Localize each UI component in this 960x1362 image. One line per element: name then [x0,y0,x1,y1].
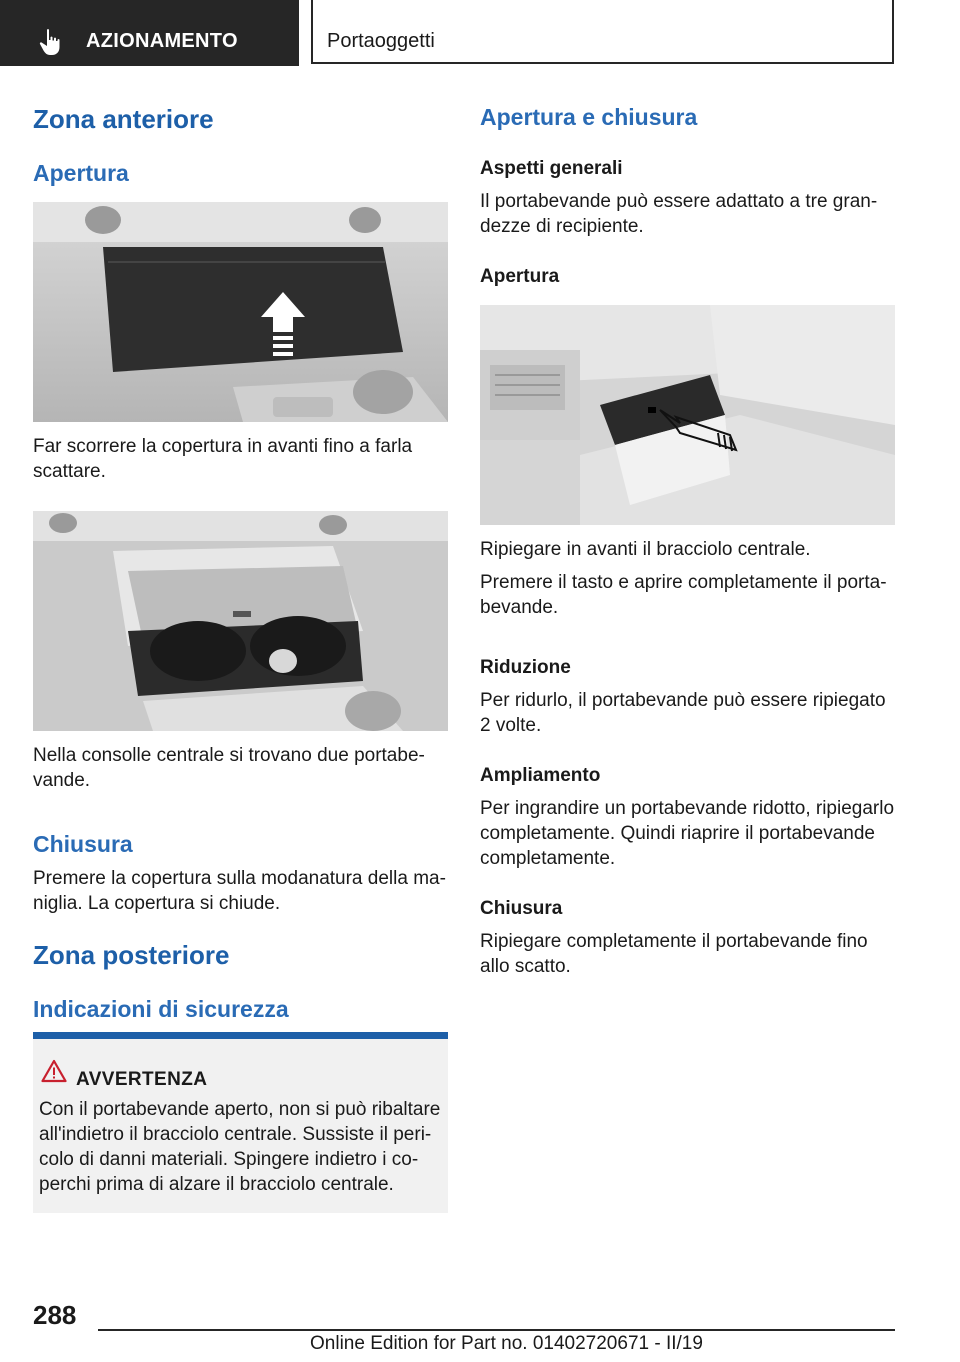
subheading-apertura-rear: Apertura [480,266,560,287]
subheading-ampliamento: Ampliamento [480,765,601,786]
subheading-chiusura-rear: Chiusura [480,898,563,919]
hand-pointer-icon [38,28,64,56]
front-console-cover-image [33,202,448,422]
heading-zona-anteriore: Zona anteriore [33,104,214,134]
warning-text: Con il portabevande aperto, non si può ribaltare all'indietro il bracciolo centrale. Sussiste il peri- colo di danni materiali. Spingere indietro i co- perchi prima di alzare il bracciolo centrale. [39,1099,441,1195]
section-tab [0,0,299,66]
section-title: AZIONAMENTO [86,30,238,52]
subheading-riduzione: Riduzione [480,657,571,678]
riduzione-text: Per ridurlo, il portabevande può essere ripiegato 2 volte. [480,690,886,736]
instruction-text-2: Nella consolle centrale si trovano due portabe- vande. [33,745,425,791]
subheading-aspetti-generali: Aspetti generali [480,158,623,179]
page-header [0,0,960,66]
footer-divider [98,1329,895,1331]
general-text: Il portabevande può essere adattato a tre gran- dezze di recipiente. [480,191,878,237]
page-number: 288 [33,1300,77,1330]
subheading-sicurezza: Indicazioni di sicurezza [33,996,289,1022]
chapter-tab [311,0,894,64]
subheading-chiusura: Chiusura [33,831,133,857]
chapter-title: Portaoggetti [327,30,435,52]
ampliamento-text: Per ingrandire un portabevande ridotto, ripiegarlo completamente. Quindi riaprire il portabevande completamente. [480,798,895,869]
rear-armrest-image [480,305,895,525]
front-cupholders-image [33,511,448,731]
warning-title: AVVERTENZA [76,1069,208,1090]
warning-box [33,1032,448,1213]
edition-footer: Online Edition for Part no. 01402720671 - II/19 [310,1333,703,1354]
instruction-text-1: Far scorrere la copertura in avanti fino a farla scattare. [33,436,413,482]
apertura-text-1: Ripiegare in avanti il bracciolo centrale. [480,539,811,560]
warning-triangle-icon [41,1059,67,1083]
subheading-apertura: Apertura [33,160,129,186]
heading-apertura-chiusura: Apertura e chiusura [480,104,698,130]
chiusura-text: Ripiegare completamente il portabevande fino allo scatto. [480,931,868,977]
instruction-text-3: Premere la copertura sulla modanatura della ma- niglia. La copertura si chiude. [33,868,446,914]
heading-zona-posteriore: Zona posteriore [33,940,230,970]
apertura-text-2: Premere il tasto e aprire completamente il porta- bevande. [480,572,887,618]
